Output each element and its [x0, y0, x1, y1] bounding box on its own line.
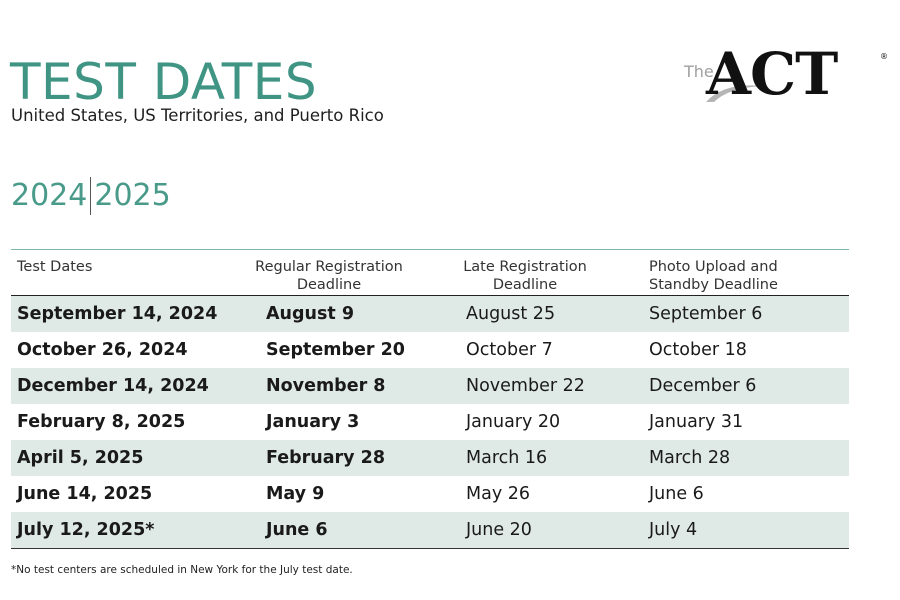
table-row [11, 440, 849, 476]
late-deadline-cell: June 20 [466, 520, 532, 540]
regular-deadline-cell: January 3 [266, 412, 360, 432]
table-row [11, 332, 849, 368]
table-row [11, 476, 849, 512]
test-date-cell: October 26, 2024 [17, 340, 188, 360]
regular-deadline-cell: August 9 [266, 304, 355, 324]
photo-deadline-cell: March 28 [649, 448, 731, 468]
footnote: *No test centers are scheduled in New York for the July test date. [11, 564, 353, 576]
late-deadline-cell: October 7 [466, 340, 553, 360]
late-deadline-cell: November 22 [466, 376, 585, 396]
column-header-photo-deadline: Photo Upload and Standby Deadline [649, 259, 778, 293]
act-logo [682, 40, 892, 110]
test-date-cell: April 5, 2025 [17, 448, 144, 468]
late-deadline-cell: January 20 [466, 412, 561, 432]
test-date-cell: December 14, 2024 [17, 376, 209, 396]
regular-deadline-cell: September 20 [266, 340, 405, 360]
regular-deadline-cell: May 9 [266, 484, 325, 504]
photo-deadline-cell: October 18 [649, 340, 747, 360]
column-header-test-dates: Test Dates [17, 259, 93, 275]
table-row [11, 404, 849, 440]
table-row [11, 368, 849, 404]
table-row [11, 512, 849, 548]
late-deadline-cell: May 26 [466, 484, 531, 504]
logo-the-text: The [684, 62, 714, 81]
test-date-cell: September 14, 2024 [17, 304, 218, 324]
late-deadline-cell: March 16 [466, 448, 548, 468]
late-deadline-cell: August 25 [466, 304, 556, 324]
year-divider [90, 177, 91, 215]
photo-deadline-cell: July 4 [649, 520, 698, 540]
column-header-regular-deadline: Regular Registration Deadline [255, 259, 403, 293]
logo-registered-mark: ® [880, 52, 888, 61]
school-year [11, 176, 171, 216]
regular-deadline-cell: November 8 [266, 376, 386, 396]
regular-deadline-cell: June 6 [266, 520, 328, 540]
test-date-cell: June 14, 2025 [17, 484, 153, 504]
page-subtitle: United States, US Territories, and Puerto Rico [11, 106, 384, 125]
table-header [11, 250, 849, 296]
page-title: TEST DATES [10, 53, 318, 111]
column-header-late-deadline: Late Registration Deadline [463, 259, 587, 293]
photo-deadline-cell: June 6 [649, 484, 704, 504]
test-date-cell: July 12, 2025* [17, 520, 155, 540]
year-start: 2024 [11, 178, 88, 213]
logo-act-text: ACT [706, 40, 838, 108]
year-end: 2025 [94, 178, 171, 213]
photo-deadline-cell: January 31 [649, 412, 744, 432]
regular-deadline-cell: February 28 [266, 448, 386, 468]
table-row [11, 296, 849, 332]
test-dates-table [11, 249, 849, 549]
photo-deadline-cell: December 6 [649, 376, 757, 396]
test-date-cell: February 8, 2025 [17, 412, 186, 432]
photo-deadline-cell: September 6 [649, 304, 763, 324]
